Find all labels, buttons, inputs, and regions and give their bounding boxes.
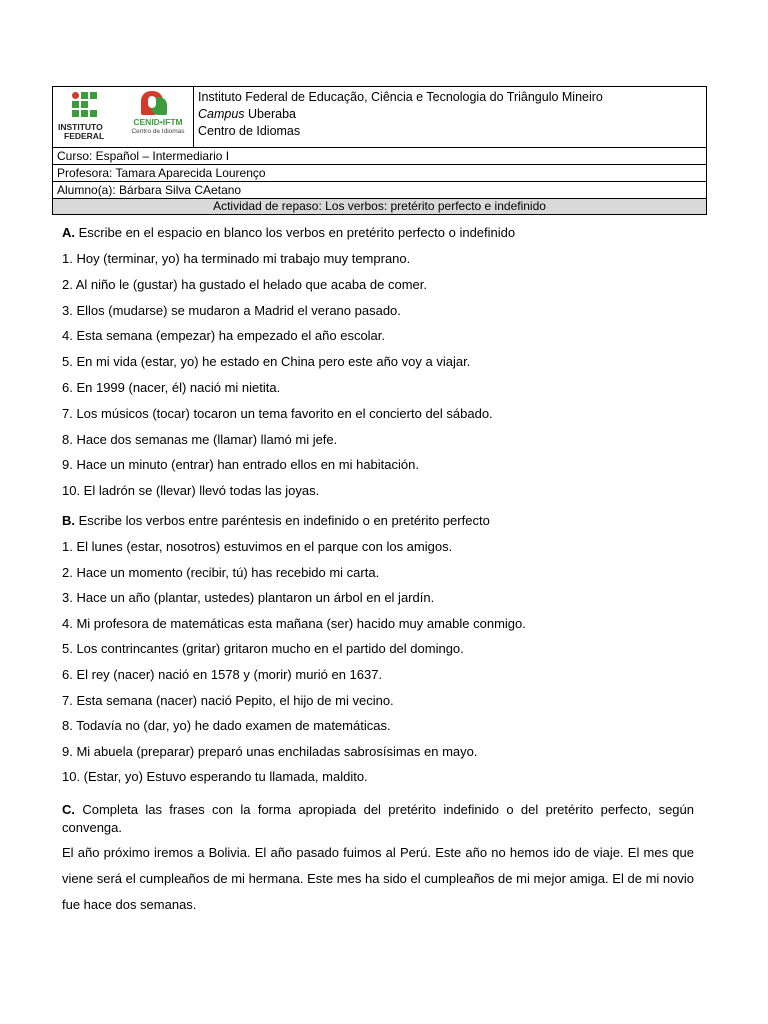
exercise-item: 4. Esta semana (empezar) ha empezado el año escolar. xyxy=(62,328,386,344)
section-a-instruction: A. Escribe en el espacio en blanco los verbos en pretérito perfecto o indefinido xyxy=(62,225,516,240)
exercise-item: 3. Hace un año (plantar, ustedes) plantaron un árbol en el jardín. xyxy=(62,590,435,606)
header-table xyxy=(52,86,707,215)
exercise-item: 9. Hace un minuto (entrar) han entrado ellos en mi habitación. xyxy=(62,457,419,473)
exercise-item: 2. Al niño le (gustar) ha gustado el helado que acaba de comer. xyxy=(62,276,427,292)
if-logo-grid-icon xyxy=(72,92,102,120)
alumno-field: Alumno(a): Bárbara Silva CAetano xyxy=(53,182,707,199)
curso-field: Curso: Español – Intermediario I xyxy=(53,148,707,165)
exercise-item: 9. Mi abuela (preparar) preparó unas enchiladas sabrosísimas en mayo. xyxy=(62,743,478,759)
exercise-item: 8. Hace dos semanas me (llamar) llamó mi jefe. xyxy=(62,431,338,447)
institution-cell xyxy=(194,87,707,148)
exercise-item: 5. Los contrincantes (gritar) gritaron mucho en el partido del domingo. xyxy=(62,641,464,657)
instituto-federal-logo xyxy=(58,92,114,148)
exercise-item: 1. El lunes (estar, nosotros) estuvimos en el parque con los amigos. xyxy=(62,539,453,554)
exercise-item: 8. Todavía no (dar, yo) he dado examen de matemáticas. xyxy=(62,718,391,734)
section-c-instruction: C. Completa las frases con la forma apropiada del pretérito indefinido o del pretérito perfecto, según convenga. xyxy=(62,802,694,835)
exercise-item: 3. Ellos (mudarse) se mudaron a Madrid el verano pasado. xyxy=(62,302,401,318)
exercise-item: 10. (Estar, yo) Estuvo esperando tu llamada, maldito. xyxy=(62,769,368,785)
logo-cell xyxy=(53,87,194,148)
cenid-logo: CENID•IFTM Centro de Idiomas xyxy=(127,91,187,147)
section-b-instruction: B. Escribe los verbos entre paréntesis en indefinido o en pretérito perfecto xyxy=(62,513,490,528)
exercise-item: 5. En mi vida (estar, yo) he estado en China pero este año voy a viajar. xyxy=(62,354,471,370)
exercise-item: 10. El ladrón se (llevar) llevó todas las joyas. xyxy=(62,483,320,499)
exercise-item: 4. Mi profesora de matemáticas esta mañana (ser) hacido muy amable conmigo. xyxy=(62,615,526,631)
profesora-field: Profesora: Tamara Aparecida Lourenço xyxy=(53,165,707,182)
exercise-item: 2. Hace un momento (recibir, tú) has recebido mi carta. xyxy=(62,564,380,580)
exercise-item: 6. El rey (nacer) nació en 1578 y (morir) murió en 1637. xyxy=(62,667,383,682)
campus-line: Campus Uberaba xyxy=(198,107,296,121)
if-logo-text: INSTITUTO FEDERAL xyxy=(58,122,105,141)
section-c-paragraph: El año próximo iremos a Bolivia. El año pasado fuimos al Perú. Este año no hemos ido de viaje. El mes que viene será el cumpleaños de mi hermana. Este mes ha sido el cumpleaños de mi mejor amiga. El de mi novio fue hace dos semanas. xyxy=(62,845,694,912)
exercise-item: 7. Los músicos (tocar) tocaron un tema favorito en el concierto del sábado. xyxy=(62,405,493,421)
exercise-item: 7. Esta semana (nacer) nació Pepito, el hijo de mi vecino. xyxy=(62,692,394,708)
exercise-item: 1. Hoy (terminar, yo) ha terminado mi trabajo muy temprano. xyxy=(62,251,411,266)
exercise-item: 6. En 1999 (nacer, él) nació mi nietita. xyxy=(62,380,281,395)
institution-name: Instituto Federal de Educação, Ciência e Tecnologia do Triângulo Mineiro xyxy=(198,90,603,104)
center-name: Centro de Idiomas xyxy=(198,124,301,138)
activity-title: Actividad de repaso: Los verbos: pretérito perfecto e indefinido xyxy=(53,199,707,215)
